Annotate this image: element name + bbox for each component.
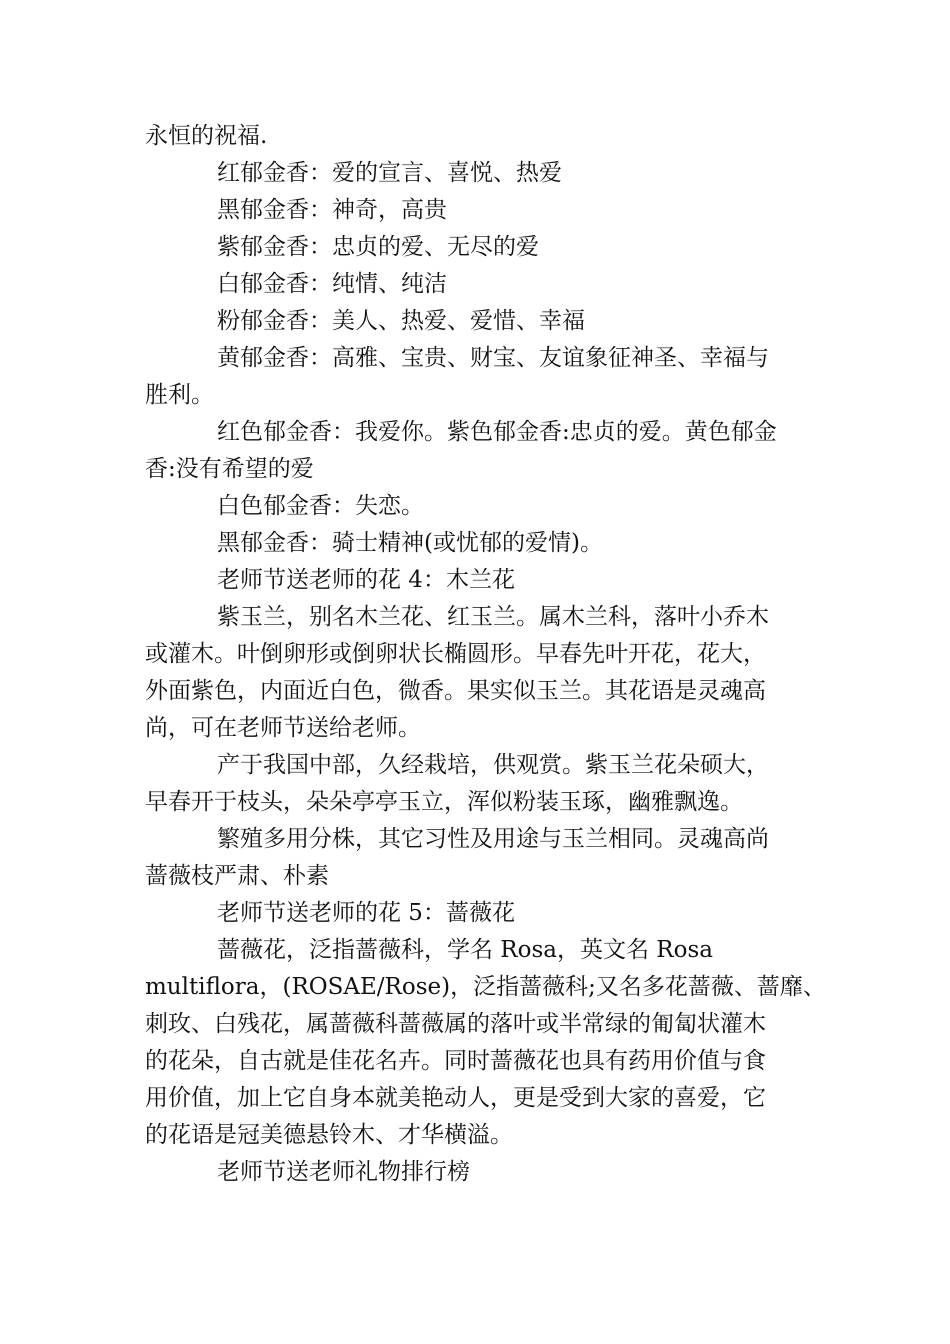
section-heading: 老师节送老师礼物排行榜	[217, 1159, 470, 1185]
text-line: 红色郁金香：我爱你。紫色郁金香:忠贞的爱。黄色郁金	[217, 419, 777, 445]
section-heading: 老师节送老师的花 4：木兰花	[217, 567, 515, 593]
text-line: 早春开于枝头，朵朵亭亭玉立，浑似粉装玉琢，幽雅飘逸。	[145, 789, 743, 815]
text-line: 黄郁金香：高雅、宝贵、财宝、友谊象征神圣、幸福与	[217, 345, 769, 371]
text-line: 用价值，加上它自身本就美艳动人，更是受到大家的喜爱，它	[145, 1085, 766, 1111]
text-line: 产于我国中部，久经栽培，供观赏。紫玉兰花朵硕大，	[217, 752, 769, 778]
text-line: 外面紫色，内面近白色，微香。果实似玉兰。其花语是灵魂高	[145, 678, 766, 704]
section-heading: 老师节送老师的花 5：蔷薇花	[217, 900, 515, 926]
body-text	[145, 118, 825, 1191]
text-line: 紫玉兰，别名木兰花、红玉兰。属木兰科，落叶小乔木	[217, 604, 769, 630]
text-line: 尚，可在老师节送给老师。	[145, 715, 421, 741]
text-line: 胜利。	[145, 382, 214, 408]
text-line: multiflora，(ROSAE/Rose)，泛指蔷薇科;又名多花蔷薇、蔷靡、	[145, 974, 826, 1000]
text-line: 粉郁金香：美人、热爱、爱惜、幸福	[217, 308, 585, 334]
text-line: 的花语是冠美德悬铃木、才华横溢。	[145, 1122, 513, 1148]
text-line: 永恒的祝福.	[145, 123, 268, 149]
text-line: 刺玫、白残花，属蔷薇科蔷薇属的落叶或半常绿的匍匐状灌木	[145, 1011, 766, 1037]
text-line: 或灌木。叶倒卵形或倒卵状长椭圆形。早春先叶开花，花大，	[145, 641, 766, 667]
text-line: 繁殖多用分株，其它习性及用途与玉兰相同。灵魂高尚	[217, 826, 769, 852]
text-line: 紫郁金香：忠贞的爱、无尽的爱	[217, 234, 539, 260]
text-line: 蔷薇花，泛指蔷薇科，学名 Rosa，英文名 Rosa	[217, 937, 713, 963]
text-line: 蔷薇枝严肃、朴素	[145, 863, 329, 889]
text-line: 香:没有希望的爱	[145, 456, 314, 482]
text-line: 黑郁金香：骑士精神(或忧郁的爱情)。	[217, 530, 603, 556]
text-line: 白郁金香：纯情、纯洁	[217, 271, 447, 297]
text-line: 白色郁金香：失恋。	[217, 493, 424, 519]
text-line: 黑郁金香：神奇，高贵	[217, 197, 447, 223]
text-line: 红郁金香：爱的宣言、喜悦、热爱	[217, 160, 562, 186]
text-line: 的花朵，自古就是佳花名卉。同时蔷薇花也具有药用价值与食	[145, 1048, 766, 1074]
